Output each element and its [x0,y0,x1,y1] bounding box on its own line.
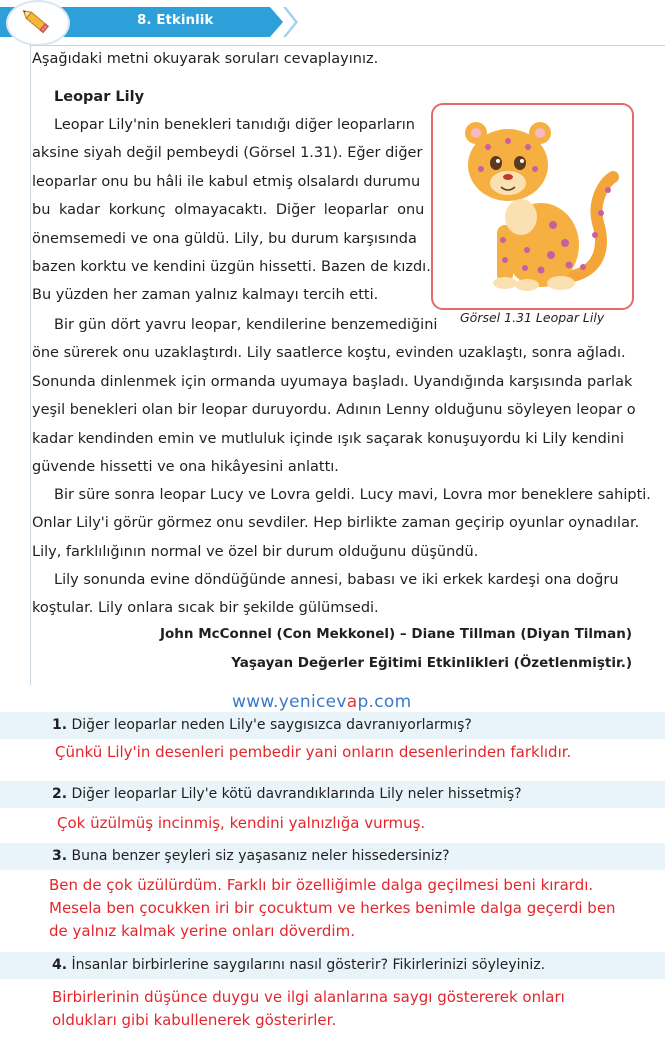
text-line: Lily sonunda evine döndüğünde annesi, babası ve iki erkek kardeşi ona doğru [54,572,619,588]
answer-line: oldukları gibi kabullenerek gösterirler. [52,1011,337,1029]
figure-frame [431,103,634,310]
text-line: güvende hissetti ve ona hikâyesini anlattı. [32,459,339,476]
answer-2 [57,812,425,835]
answer-line: Çünkü Lily'in desenleri pembedir yani onların desenlerinden farklıdır. [55,743,572,761]
text-line: Bu yüzden her zaman yalnız kalmayı tercih etti. [32,287,379,304]
question-text: Buna benzer şeyleri siz yaşasanız neler hissedersiniz? [71,848,450,864]
question-1 [52,717,472,733]
answer-3 [49,874,616,943]
credit-book: Yaşayan Değerler Eğitimi Etkinlikleri (Özetlenmiştir.) [231,655,632,671]
text-line: önemsemedi ve ona güldü. Lily, bu durum karşısında [32,230,417,247]
question-number: 4. [52,957,68,973]
answer-line: Çok üzülmüş incinmiş, kendini yalnızlığa vurmuş. [57,814,426,832]
leopard-illustration [433,105,632,308]
question-text: İnsanlar birbirlerine saygılarını nasıl gösterir? Fikirlerinizi söyleyiniz. [71,957,546,973]
text-line: kadar kendinden emin ve mutluluk içinde ışık saçarak konuşuyordu ki Lily kendini [32,430,625,447]
pencil-badge [6,0,70,46]
text-line: bu kadar korkunç olmayacaktı. Diğer leoparlar onu [32,202,425,219]
watermark-part: www.yenicev [232,692,347,712]
watermark-part: p.com [357,692,412,712]
text-line: koştular. Lily onlara sıcak bir şekilde gülümsedi. [32,600,379,617]
text-line: aksine siyah değil pembeydi (Görsel 1.31). Eğer diğer [32,145,423,162]
text-line: Bir süre sonra leopar Lucy ve Lovra geldi. Lucy mavi, Lovra mor beneklere sahipti. [54,487,651,503]
question-2 [52,786,522,802]
text-line: Sonunda dinlenmek için ormanda uyumaya başladı. Uyandığında karşısında parlak [32,373,633,390]
question-number: 3. [52,848,68,864]
text-line: leoparlar onu bu hâli ile kabul etmiş olsalardı durumu [32,173,421,190]
question-text: Diğer leoparlar Lily'e kötü davrandıklarında Lily neler hissetmiş? [71,786,522,802]
section-left-rule [30,45,31,685]
story-paragraph-3 [32,481,651,566]
story-paragraph-2 [32,311,636,481]
section-top-rule [30,45,665,46]
text-line: Lily, farklılığının normal ve özel bir durum olduğunu düşündü. [32,543,479,560]
pencil-icon [22,8,54,38]
watermark-part: a [346,692,358,712]
question-number: 2. [52,786,68,802]
answer-line: de yalnız kalmak yerine onları döverdim. [49,922,355,940]
answer-line: Ben de çok üzülürdüm. Farklı bir özelliğimle dalga geçilmesi beni kırardı. [49,876,594,894]
text-line: öne sürerek onu uzaklaştırdı. Lily saatlerce koştu, evinden uzaklaştı, sonra ağladı. [32,345,626,362]
text-line: yeşil benekleri olan bir leopar duruyordu. Adının Lenny olduğunu söyleyen leopar o [32,402,636,419]
activity-title: 8. Etkinlik [137,12,214,28]
answer-line: Mesela ben çocukken iri bir çocuktum ve herkes benimle dalga geçerdi ben [49,899,616,917]
answer-1 [55,741,571,764]
story-paragraph-4 [32,566,632,623]
story-title: Leopar Lily [54,89,145,105]
text-line: Bir gün dört yavru leopar, kendilerine benzemediğini [54,317,438,333]
answer-4 [52,986,565,1032]
instructions: Aşağıdaki metni okuyarak soruları cevaplayınız. [32,51,379,67]
question-text: Diğer leoparlar neden Lily'e saygısızca davranıyorlarmış? [71,717,472,733]
credit-authors: John McConnel (Con Mekkonel) – Diane Tillman (Diyan Tilman) [159,626,632,642]
text-line: Leopar Lily'nin benekleri tanıdığı diğer leoparların [54,117,415,133]
text-line: Onlar Lily'i görür görmez onu sevdiler. Hep birlikte zaman geçirip oyunlar oynadılar. [32,515,640,532]
answer-line: Birbirlerinin düşünce duygu ve ilgi alanlarına saygı göstererek onları [52,988,565,1006]
figure-caption: Görsel 1.31 Leopar Lily [460,310,605,325]
question-4 [52,957,545,973]
story-paragraph-1 [32,111,431,310]
watermark [232,692,411,712]
question-3 [52,848,450,864]
question-number: 1. [52,717,68,733]
text-line: bazen korktu ve kendini üzgün hissetti. Bazen de kızdı. [32,259,431,276]
